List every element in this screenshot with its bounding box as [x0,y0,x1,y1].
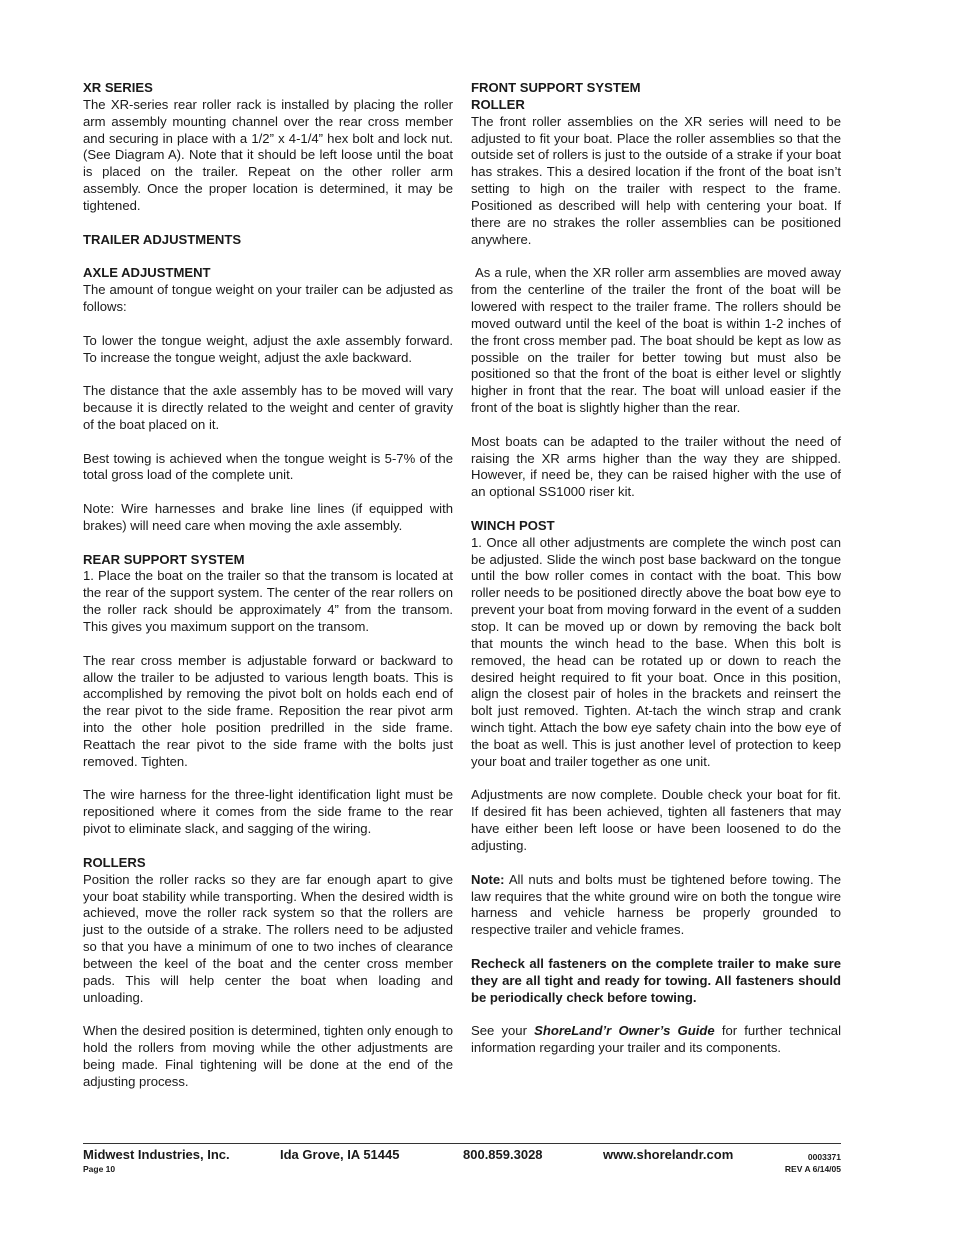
rollers-paragraph-1: Position the roller racks so they are far enough apart to give your boat stability while transporting. When the desired width is achieved, move the roller rack system so that the rollers are just to the outside of a strake. The rollers need to be adjusted so that you have a minimum of one to two inches of clearance between the keel of the boat and the center cross member pads. This will help center the boat when loading and unloading. [83,871,453,1005]
recheck-paragraph: Recheck all fasteners on the complete trailer to make sure they are all tight and ready for towing. All fasteners should be periodically check before towing. [471,955,841,1005]
left-column [83,80,453,1091]
footer-phone: 800.859.3028 [463,1147,543,1162]
winch-post-heading: WINCH POST [471,517,555,533]
winch-paragraph-1: 1. Once all other adjustments are complete the winch post can be adjusted. Slide the winch post base backward on the tongue until the bow roller comes in contact with the boat. This bow roller needs to be positioned directly above the boat bow eye to prevent your boat from moving forward in the event of a sudden stop. It can be moved up or down by removing the back bolt that mounts the winch head to the base. When this bolt is removed, the head can be rotated up or down to reach the desired height required to fit your boat. Once in this position, align the closest pair of holes in the brackets and reinsert the bolt just removed. Tighten. At-tach the winch strap and crank winch tight. Attach the bow eye safety chain into the bow eye of the boat as well. This is just another level of protection to keep your boat and trailer together as one unit. [471,534,841,769]
owners-guide-title: ShoreLand’r Owner’s Guide [534,1023,715,1039]
note-text: All nuts and bolts must be tightened before towing. The law requires that the white ground wire on both the tongue wire harness and vehicle harness be properly grounded to respective trailer and vehicle frames. [471,871,841,938]
footer-doc-number: 0003371 [807,1152,841,1162]
rear-paragraph-1: 1. Place the boat on the trailer so that the transom is located at the rear of the support system. The center of the rear rollers on the roller rack should be approximately 4” from the transom. This gives you maximum support on the transom. [83,568,453,634]
rear-paragraph-2: The rear cross member is adjustable forward or backward to allow the trailer to be adjusted to various length boats. This is accomplished by removing the pivot bolt on holds each end of the rear pivot to the side frame. Reposition the rear pivot arm into the other hole position predrilled in the side frame. Reattach the rear pivot to the side frame with the bolts just removed. Tighten. [83,652,453,769]
axle-paragraph-5: Note: Wire harnesses and brake line lines (if equipped with brakes) will need care when moving the axle assembly. [83,501,453,533]
footer-divider [83,1143,841,1144]
axle-paragraph-3: The distance that the axle assembly has to be moved will vary because it is directly related to the weight and center of gravity of the boat placed on it. [83,383,453,432]
footer-revision: REV A 6/14/05 [784,1164,841,1174]
xr-series-text: The XR-series rear roller rack is installed by placing the roller arm assembly mounting channel over the rear cross member and securing in place with a 1/2” x 4-1/4” hex bolt and lock nut. (See Diagram A). Note that it should be left loose until the boat is placed on the trailer. Repeat on the other roller arm assembly. Once the proper location is determined, it may be tightened. [83,96,453,213]
roller-subheading: ROLLER [471,96,525,112]
see-guide-prefix: See your [471,1023,535,1039]
see-guide-paragraph [471,1023,841,1057]
footer-location: Ida Grove, IA 51445 [280,1147,400,1162]
footer-company: Midwest Industries, Inc. [83,1147,230,1162]
axle-paragraph-4: Best towing is achieved when the tongue weight is 5-7% of the total gross load of the complete unit. [83,450,453,483]
xr-series-heading: XR SERIES [83,80,153,95]
rear-paragraph-3: The wire harness for the three-light identification light must be repositioned where it comes from the side frame to the rear pivot to eliminate slack, and sagging of the wiring. [83,787,453,837]
see-guide-suffix: for further technical information regarding your trailer and its components. [471,1023,841,1056]
axle-paragraph-1: The amount of tongue weight on your trailer can be adjusted as follows: [83,282,453,314]
winch-paragraph-2: Adjustments are now complete. Double check your boat for fit. If desired fit has been achieved, tighten all fasteners that may have either been left loose or have been loosened to do the adjusting. [471,787,841,853]
footer-page-number: Page 10 [83,1164,116,1174]
front-paragraph-3: Most boats can be adapted to the trailer without the need of raising the XR arms higher than the way they are shipped. However, if need be, they can be raised higher with the use of an optional SS1000 riser kit. [471,433,841,500]
rollers-paragraph-2: When the desired position is determined, tighten only enough to hold the rollers from moving while the other adjustments are being made. Final tightening will be done at the end of the adjusting process. [83,1023,453,1089]
rollers-heading: ROLLERS [83,854,146,870]
front-paragraph-1: The front roller assemblies on the XR series will need to be adjusted to fit your boat. Place the roller assemblies so that the outside set of rollers is just to the outside of a strake if your boat has strakes. This a desired location if the front of the boat isn’t setting to high on the trailer with respect to the frame. Positioned as described will help with centering your boat. If there are no strakes the roller assemblies can be positioned anywhere. [471,113,841,247]
front-support-heading: FRONT SUPPORT SYSTEM [471,80,641,95]
note-label: Note: [471,871,505,887]
note-paragraph [471,872,841,939]
footer-website[interactable]: www.shorelandr.com [603,1147,734,1162]
right-column [471,80,845,1057]
trailer-adjustments-heading: TRAILER ADJUSTMENTS [83,231,242,247]
rear-support-heading: REAR SUPPORT SYSTEM [83,551,245,567]
axle-paragraph-2: To lower the tongue weight, adjust the axle assembly forward. To increase the tongue weight, adjust the axle backward. [83,332,453,365]
front-paragraph-2: As a rule, when the XR roller arm assemblies are moved away from the centerline of the trailer the front of the boat will be lowered with respect to the trailer frame. The rollers should be moved outward until the keel of the boat is within 1-2 inches of the front cross member pad. The boat should be kept as low as possible on the trailer for better towing but must also be positioned so that the front of the boat is either level or slightly higher in front that the rear. The boat will unload easier if the front of the boat is slightly higher than the rear. [471,265,845,416]
axle-adjustment-heading: AXLE ADJUSTMENT [83,265,211,281]
